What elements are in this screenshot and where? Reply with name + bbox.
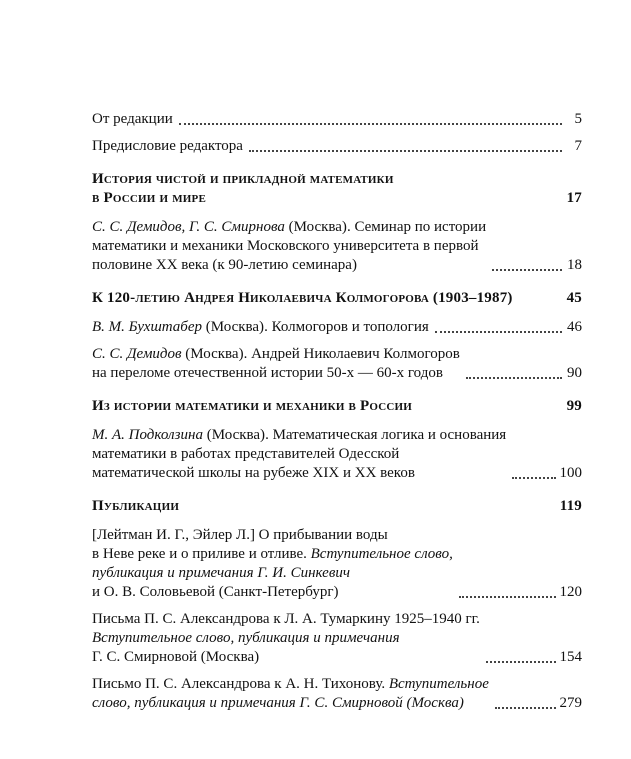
dot-leader bbox=[179, 122, 562, 125]
entry-authors: В. М. Бухштабер bbox=[92, 319, 202, 335]
dot-leader bbox=[466, 376, 562, 379]
dot-leader bbox=[512, 476, 555, 479]
toc-entry-podkolzina[interactable]: М. А. Подколзина (Москва). Математическая логика и основания математики в работах представителей Одесской математической школы на рубеже XIX и XX веков 100 bbox=[92, 427, 582, 481]
section-title-line: Из истории математики и механики в России bbox=[92, 398, 413, 414]
dot-leader bbox=[459, 595, 556, 598]
page-number: 100 bbox=[559, 465, 582, 481]
page-number: 46 bbox=[567, 319, 582, 335]
page-number: 17 bbox=[566, 190, 582, 206]
section-title-line: К 120-летию Андрея Николаевича Колмогорова (1903–1987) bbox=[92, 290, 513, 306]
section-heading-russia[interactable] bbox=[92, 397, 582, 416]
toc-entry-preface[interactable] bbox=[92, 137, 582, 156]
dot-leader bbox=[495, 706, 556, 709]
toc-entry-leitman-euler[interactable]: [Лейтман И. Г., Эйлер Л.] О прибывании воды в Неве реке и о приливе и отливе. Вступительное слово, публикация и примечания Г. И. Синкевич и О. В. Соловьевой (Санкт-Петербург) 120 bbox=[92, 527, 582, 600]
section-heading-kolmogorov[interactable] bbox=[92, 289, 582, 308]
section-heading-history[interactable] bbox=[92, 170, 582, 208]
dot-leader bbox=[435, 330, 562, 333]
entry-title: От редакции bbox=[92, 111, 173, 127]
section-title-line: в России и мире bbox=[92, 190, 206, 206]
page-number: 120 bbox=[559, 584, 582, 600]
page-number: 119 bbox=[559, 498, 582, 514]
dot-leader bbox=[249, 149, 562, 152]
section-title-line: История чистой и прикладной математики bbox=[92, 171, 394, 187]
entry-city: (Москва) bbox=[185, 346, 244, 362]
page-number: 279 bbox=[559, 695, 582, 711]
section-title-line: Публикации bbox=[92, 498, 180, 514]
table-of-contents bbox=[92, 110, 582, 721]
entry-title: Предисловие редактора bbox=[92, 138, 243, 154]
page-number: 5 bbox=[574, 111, 582, 127]
toc-entry-buchstaber[interactable]: В. М. Бухштабер (Москва). Колмогоров и топология 46 bbox=[92, 319, 582, 335]
toc-entry-editorial[interactable] bbox=[92, 110, 582, 129]
toc-entry-alexandrov-tumarkin[interactable]: Письма П. С. Александрова к Л. А. Тумаркину 1925–1940 гг. Вступительное слово, публикация и примечания Г. С. Смирновой (Москва) 154 bbox=[92, 611, 582, 665]
page-number: 45 bbox=[566, 290, 582, 306]
toc-entry-demidov-smirnova[interactable]: С. С. Демидов, Г. С. Смирнова (Москва). Семинар по истории математики и механики Московского университета в первой половине XX века (к 90-летию семинара) 18 bbox=[92, 219, 582, 273]
entry-city: (Москва) bbox=[206, 427, 266, 443]
entry-city: (Москва) bbox=[205, 319, 265, 335]
dot-leader bbox=[486, 660, 556, 663]
entry-authors: С. С. Демидов, Г. С. Смирнова bbox=[92, 219, 285, 235]
page-number: 99 bbox=[566, 398, 582, 414]
entry-authors: С. С. Демидов bbox=[92, 346, 182, 362]
page-number: 154 bbox=[559, 649, 582, 665]
page-number: 18 bbox=[567, 257, 582, 273]
page-number: 90 bbox=[567, 365, 582, 381]
dot-leader bbox=[492, 268, 562, 271]
section-heading-publications[interactable] bbox=[92, 497, 582, 516]
entry-authors: М. А. Подколзина bbox=[92, 427, 203, 443]
toc-entry-demidov[interactable]: С. С. Демидов (Москва). Андрей Николаевич Колмогоров на переломе отечественной истории 50-х — 60-х годов 90 bbox=[92, 346, 582, 381]
page-number: 7 bbox=[574, 138, 582, 154]
entry-city: (Москва) bbox=[288, 219, 347, 235]
toc-entry-alexandrov-tikhonov[interactable]: Письмо П. С. Александрова к А. Н. Тихонову. Вступительное слово, публикация и примечания Г. С. Смирновой (Москва) 279 bbox=[92, 676, 582, 711]
